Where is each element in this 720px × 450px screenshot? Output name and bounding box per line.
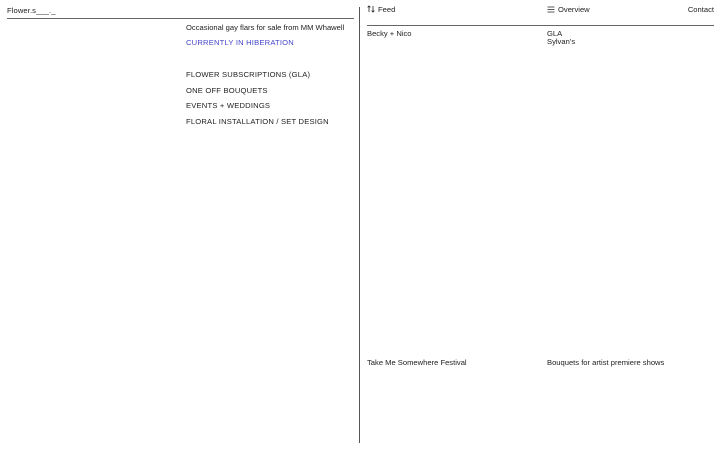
site-title[interactable]: Flower.s___._	[7, 6, 56, 15]
feed-item-take-me-somewhere[interactable]	[367, 359, 467, 367]
intro-description: Occasional gay flars for sale from MM Whawell	[186, 23, 345, 32]
nav-divider	[367, 25, 714, 26]
nav-overview-label: Overview	[558, 5, 590, 14]
feed-item-title: GLA	[547, 29, 563, 38]
status-link[interactable]: CURRENTLY IN HIBERATION	[186, 38, 294, 47]
menu-item-flower-subscriptions[interactable]: FLOWER SUBSCRIPTIONS (GLA)	[186, 70, 311, 79]
feed-item-gla[interactable]	[547, 30, 575, 46]
nav-contact[interactable]: Contact	[687, 5, 714, 14]
nav-feed[interactable]	[367, 5, 395, 15]
top-nav	[360, 5, 720, 17]
feed-item-subtitle: Sylvan’s	[547, 37, 576, 46]
feed-item-artist-premiere-bouquets[interactable]	[547, 359, 664, 367]
nav-overview[interactable]	[547, 5, 590, 15]
left-pane	[0, 0, 359, 450]
feed-item-title: Becky + Nico	[367, 29, 412, 38]
service-menu	[186, 70, 329, 132]
menu-item-events-weddings[interactable]: EVENTS + WEDDINGS	[186, 101, 271, 110]
menu-item-floral-installation[interactable]: FLORAL INSTALLATION / SET DESIGN	[186, 116, 329, 126]
sort-arrows-icon	[367, 5, 375, 15]
right-pane	[360, 0, 720, 450]
feed-item-title: Bouquets for artist premiere shows	[547, 358, 665, 367]
header-divider	[7, 18, 354, 19]
menu-item-one-off-bouquets[interactable]: ONE OFF BOUQUETS	[186, 85, 268, 95]
nav-feed-label: Feed	[378, 5, 396, 14]
menu-lines-icon	[547, 6, 555, 15]
feed-item-title: Take Me Somewhere Festival	[367, 358, 467, 367]
feed-item-becky-nico[interactable]	[367, 30, 412, 38]
